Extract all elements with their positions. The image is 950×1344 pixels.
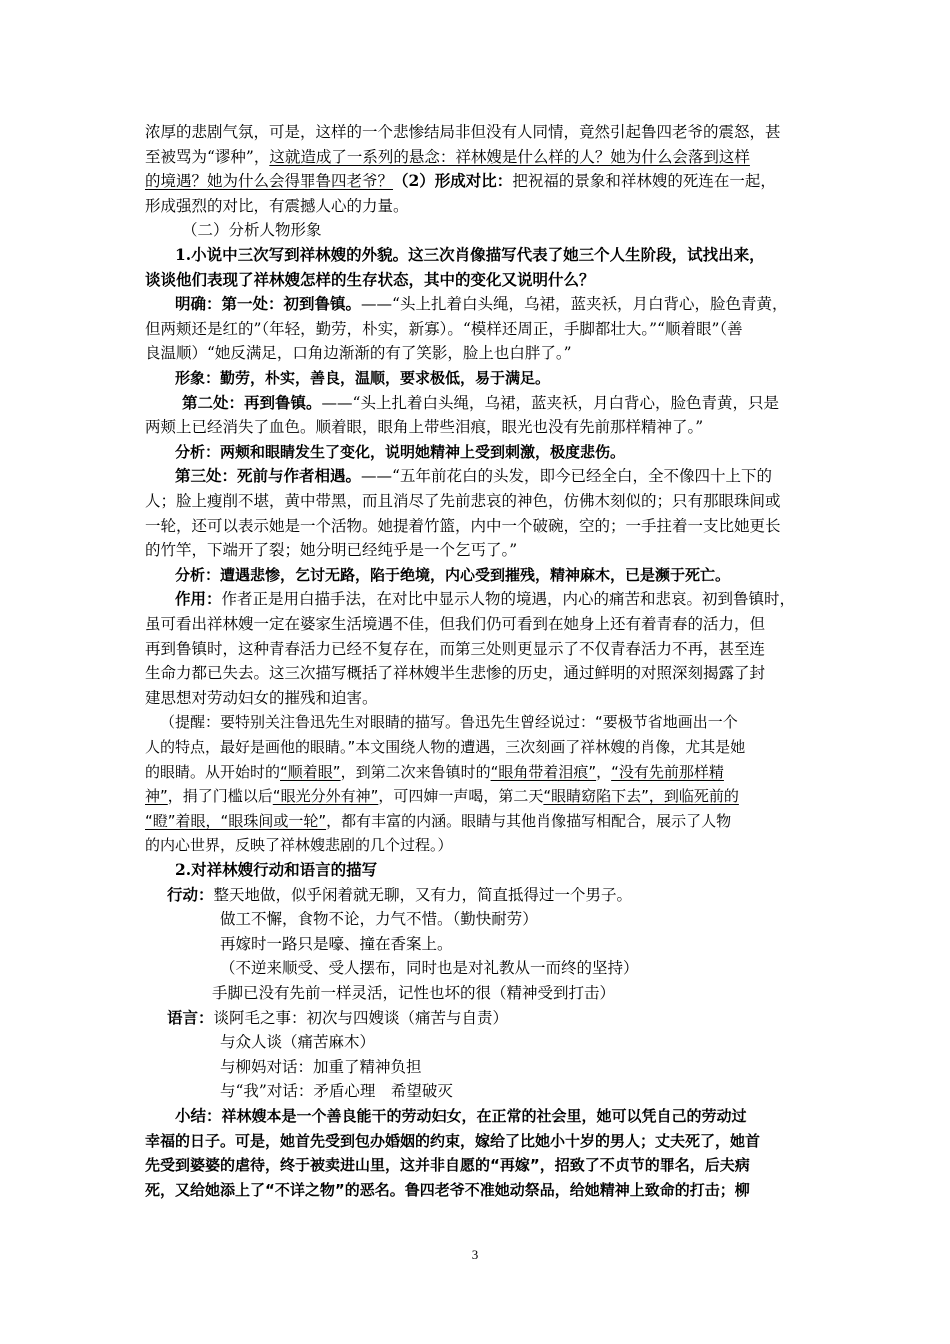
text-segment: 一轮，还可以表示她是一个活物。她提着竹篮，内中一个破碗，空的；一手拄着一支比她更长 [145,516,781,535]
text-line [145,1106,840,1126]
text-segment: 谈阿毛之事：初次与四嫂谈（痛苦与自责） [213,1008,509,1027]
text-line [145,885,832,905]
text-segment: 整天地做，似乎闲着就无聊，又有力，简直抵得过一个男子。 [213,885,633,904]
text-line [145,983,877,1003]
page-number: 3 [471,1247,479,1262]
text-segment: 先受到婆婆的虐待，终于被卖进山里，这并非自愿的“再嫁”，招致了不贞节的罪名，后夫病 [145,1156,750,1175]
text-line [145,639,810,659]
text-segment: 第三处：死前与作者相遇。 [175,466,362,486]
text-line [145,294,840,314]
text-line [145,786,810,806]
text-line [145,1008,832,1028]
text-segment: 虽可看出祥林嫂一定在婆家生活境遇不佳，但我们仍可看到在她身上还有着青春的活力，但 [145,615,766,633]
text-line [145,1081,885,1101]
text-line [145,1180,810,1200]
text-segment: （提醒：要特别关注鲁迅先生对眼睛的描写。鲁迅先生曾经说过：“要极节省地画出一个 [160,713,738,732]
text-line [145,220,847,240]
text-line [145,1057,885,1077]
text-segment: ，捐了门槛以后 [167,787,273,806]
text-segment: 分析：遭遇悲惨，乞讨无路，陷于绝境，内心受到摧残，精神麻木，已是濒于死亡。 [175,565,731,584]
text-segment: 与柳妈对话：加重了精神负担 [220,1057,422,1076]
text-segment: ，到第二次来鲁镇时的 [340,762,491,781]
text-line [145,466,840,486]
text-segment: 建思想对劳动妇女的摧残和迫害。 [145,688,378,707]
text-segment: 形成强烈的对比，有震撼人心的力量。 [145,196,409,215]
text-segment: 至被骂为“谬种”， [145,147,270,166]
text-segment: 但两颊还是红的”（年轻，勤劳，朴实，新寡）。“模样还周正，手脚都壮大。”“顺着眼”（善 [145,319,743,338]
text-line [145,712,825,732]
text-segment: 作者正是用白描手法，在对比中显示人物的境遇，内心的痛苦和悲哀。初到鲁镇时， [221,590,796,609]
text-line [145,737,810,757]
text-line [145,835,810,855]
text-segment: 生命力都已失去。这三次描写概括了祥林嫂半生悲惨的历史，通过鲜明的对照深刻揭露了封 [145,664,766,683]
text-segment: “瞪”着眼，“眼珠间或一轮” [145,811,327,830]
text-line [145,270,810,290]
text-segment: 1.小说中三次写到祥林嫂的外貌。这三次肖像描写代表了她三个人生阶段，试找出来， [175,245,765,264]
text-line [145,663,810,683]
text-segment: ，可四婶一声喝，第二天 [378,787,544,806]
text-line [145,196,810,216]
text-segment: 的内心世界，反映了祥林嫂悲剧的几个过程。） [145,836,453,855]
text-line [145,934,885,954]
text-line [145,589,840,609]
text-segment: “眼角带着泪痕” [490,762,597,781]
text-line [145,516,810,536]
text-segment: “眼睛窈陷下去”，到临死前的 [543,787,739,806]
text-line [145,540,810,560]
text-segment: 谈谈他们表现了祥林嫂怎样的生存状态，其中的变化又说明什么？ [145,269,595,289]
text-segment: 死，又给她添上了“不详之物”的恶名。鲁四老爷不准她动祭品，给她精神上致命的打击；柳 [145,1180,750,1199]
text-segment: ， [596,762,612,781]
text-segment: 语言： [167,1007,214,1027]
text-line [145,1155,810,1175]
text-line [145,565,840,585]
text-segment: ——“头上扎着白头绳，乌裙，蓝夹袄，月白背心，脸色青黄， [361,295,788,314]
text-line [145,958,885,978]
text-segment: “顺着眼” [280,762,341,781]
text-line [145,393,847,413]
text-line [145,762,810,782]
text-line [145,319,810,339]
text-segment: 人；脸上瘦削不堪，黄中带黑，而且消尽了先前悲哀的神色，仿佛木刻似的；只有那眼珠间或 [145,492,781,510]
text-segment: 的境遇？她为什么会得罪鲁四老爷？ [145,172,394,191]
text-segment: ——“五年前花白的头发，即今已经全白，全不像四十上下的 [361,467,772,486]
text-segment: 把祝福的景象和祥林嫂的死连在一起， [512,172,776,191]
text-segment: 祥林嫂本是一个善良能干的劳动妇女，在正常的社会里，她可以凭自己的劳动过 [221,1107,747,1125]
text-line [145,1131,810,1151]
text-segment: “眼光分外有神” [272,787,379,806]
text-segment: 明确：第一处：初到鲁镇。 [175,294,362,314]
text-line [145,442,840,462]
text-segment: （不逆来顺受、受人摆布，同时也是对礼教从一而终的坚持） [220,959,639,978]
text-segment: 形象：勤劳，朴实，善良，温顺，要求极低，易于满足。 [175,369,551,387]
text-segment: 再嫁时一路只是嚎、撞在香案上。 [220,934,453,953]
text-line [145,1032,885,1052]
text-segment: 行动： [167,884,214,904]
text-segment: 作用： [175,589,222,609]
text-line [145,245,840,265]
text-line [145,491,810,511]
text-segment: 2.对祥林嫂行动和语言的描写 [175,860,378,879]
text-line [145,417,810,437]
text-segment: 做工不懈，食物不论，力气不惜。（勤快耐劳） [220,910,538,929]
text-segment: （2）形成对比： [393,171,513,191]
text-segment: 小结： [175,1106,222,1125]
text-segment: “没有先前那样精 [611,762,724,781]
text-segment: 再到鲁镇时，这种青春活力已经不复存在，而第三处则更显示了不仅青春活力不再，甚至连 [145,639,766,658]
text-segment: 人的特点，最好是画他的眼睛。”本文围绕人物的遭遇，三次刻画了祥林嫂的肖像，尤其是她 [145,738,746,756]
text-segment: 与众人谈（痛苦麻木） [220,1033,376,1052]
text-segment: 分析：两颊和眼睛发生了变化，说明她精神上受到刺激，极度悲伤。 [175,442,626,461]
text-segment: 的竹竿，下端开了裂；她分明已经纯乎是一个乞丐了。” [145,541,518,560]
text-line [145,811,810,831]
text-segment: 手脚已没有先前一样灵活，记性也坏的很（精神受到打击） [212,984,616,1002]
text-line [145,343,810,363]
text-line [145,614,810,634]
text-line [145,147,810,167]
text-line [145,122,810,142]
text-segment: 这就造成了一系列的悬念：祥林嫂是什么样的人？她为什么会落到这样 [269,147,750,166]
text-segment: ——“头上扎着白头绳，乌裙，蓝夹袄，月白背心，脸色青黄，只是 [321,393,779,412]
text-segment: 两颊上已经消失了血色。顺着眼，眼角上带些泪痕，眼光也没有先前那样精神了。” [145,418,704,437]
text-segment: 神” [145,787,168,806]
text-segment: 浓厚的悲剧气氛，可是，这样的一个悲惨结局非但没有人同情，竟然引起鲁四老爷的震怒，甚 [145,123,781,141]
text-segment: 良温顺）“她反满足，口角边渐渐的有了笑影，脸上也白胖了。” [145,344,572,363]
text-line [145,368,840,388]
text-segment: 第二处：再到鲁镇。 [182,392,322,412]
text-segment: 与“我”对话：矛盾心理 希望破灭 [220,1082,453,1101]
text-segment: 幸福的日子。可是，她首先受到包办婚姻的约束，嫁给了比她小十岁的男人；丈夫死了，她首 [145,1131,761,1150]
text-line [145,171,810,191]
text-segment: ，都有丰富的内涵。眼睛与其他肖像描写相配合，展示了人物 [326,811,732,830]
text-segment: （二）分析人物形象 [182,221,322,240]
text-line [145,860,840,880]
text-segment: 的眼睛。从开始时的 [145,762,281,781]
text-line [145,688,810,708]
text-line [145,909,885,929]
